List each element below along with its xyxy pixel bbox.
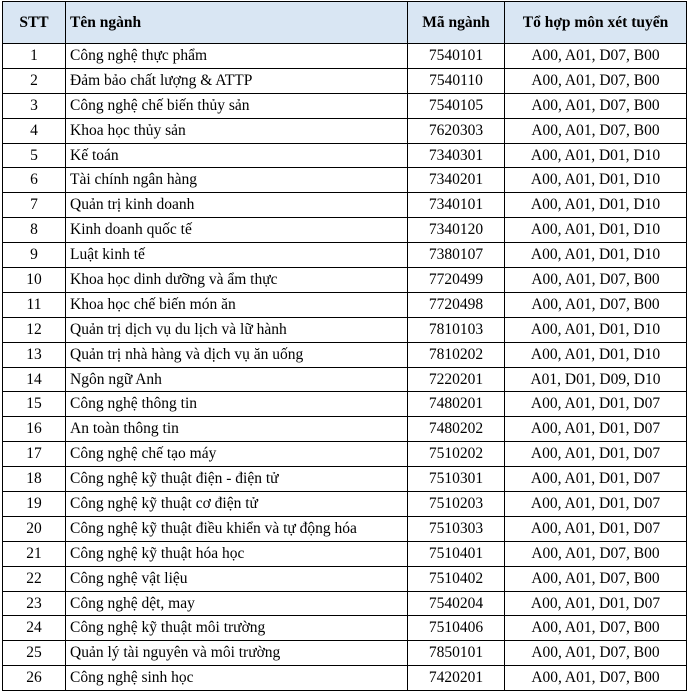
cell-major-name: Công nghệ chế tạo máy xyxy=(66,442,408,467)
cell-subject-combination: A00, A01, D01, D10 xyxy=(505,243,687,268)
cell-subject-combination: A00, A01, D01, D10 xyxy=(505,218,687,243)
cell-major-code: 7850101 xyxy=(408,641,505,666)
cell-stt: 24 xyxy=(3,616,66,641)
cell-major-code: 7510406 xyxy=(408,616,505,641)
cell-stt: 7 xyxy=(3,193,66,218)
cell-subject-combination: A00, A01, D07, B00 xyxy=(505,268,687,293)
cell-major-name: Đảm bảo chất lượng & ATTP xyxy=(66,68,408,93)
cell-stt: 20 xyxy=(3,516,66,541)
cell-major-name: Tài chính ngân hàng xyxy=(66,168,408,193)
table-row xyxy=(3,442,687,467)
table-row xyxy=(3,68,687,93)
cell-stt: 18 xyxy=(3,467,66,492)
cell-subject-combination: A00, A01, D01, D07 xyxy=(505,442,687,467)
cell-major-name: An toàn thông tin xyxy=(66,417,408,442)
cell-stt: 11 xyxy=(3,292,66,317)
cell-major-code: 7510303 xyxy=(408,516,505,541)
table-row xyxy=(3,317,687,342)
cell-stt: 12 xyxy=(3,317,66,342)
table-row xyxy=(3,591,687,616)
cell-subject-combination: A00, A01, D01, D10 xyxy=(505,342,687,367)
cell-subject-combination: A00, A01, D07, B00 xyxy=(505,44,687,69)
header-stt: STT xyxy=(3,2,66,44)
cell-subject-combination: A00, A01, D01, D07 xyxy=(505,467,687,492)
cell-stt: 10 xyxy=(3,268,66,293)
cell-major-name: Quản lý tài nguyên và môi trường xyxy=(66,641,408,666)
cell-major-code: 7480201 xyxy=(408,392,505,417)
table-body xyxy=(3,44,687,691)
cell-subject-combination: A00, A01, D01, D07 xyxy=(505,591,687,616)
cell-major-code: 7480202 xyxy=(408,417,505,442)
cell-stt: 3 xyxy=(3,93,66,118)
table-row xyxy=(3,268,687,293)
cell-major-code: 7510401 xyxy=(408,541,505,566)
cell-subject-combination: A00, A01, D07, B00 xyxy=(505,292,687,317)
cell-major-name: Công nghệ thông tin xyxy=(66,392,408,417)
cell-subject-combination: A00, A01, D01, D07 xyxy=(505,516,687,541)
cell-major-name: Khoa học chế biến món ăn xyxy=(66,292,408,317)
cell-major-code: 7540110 xyxy=(408,68,505,93)
cell-subject-combination: A00, A01, D01, D07 xyxy=(505,392,687,417)
table-row xyxy=(3,342,687,367)
cell-major-name: Kinh doanh quốc tế xyxy=(66,218,408,243)
cell-stt: 1 xyxy=(3,44,66,69)
cell-major-code: 7620303 xyxy=(408,118,505,143)
cell-major-name: Khoa học thủy sản xyxy=(66,118,408,143)
cell-major-name: Công nghệ sinh học xyxy=(66,666,408,691)
cell-major-name: Công nghệ kỹ thuật cơ điện tử xyxy=(66,492,408,517)
cell-major-name: Quản trị kinh doanh xyxy=(66,193,408,218)
cell-subject-combination: A00, A01, D07, B00 xyxy=(505,541,687,566)
cell-major-name: Công nghệ dệt, may xyxy=(66,591,408,616)
cell-stt: 13 xyxy=(3,342,66,367)
cell-major-code: 7720498 xyxy=(408,292,505,317)
cell-stt: 15 xyxy=(3,392,66,417)
cell-subject-combination: A00, A01, D07, B00 xyxy=(505,93,687,118)
cell-subject-combination: A00, A01, D01, D07 xyxy=(505,417,687,442)
cell-stt: 2 xyxy=(3,68,66,93)
cell-major-name: Luật kinh tế xyxy=(66,243,408,268)
table-row xyxy=(3,243,687,268)
cell-major-name: Công nghệ kỹ thuật hóa học xyxy=(66,541,408,566)
cell-major-code: 7720499 xyxy=(408,268,505,293)
cell-major-code: 7510202 xyxy=(408,442,505,467)
header-row xyxy=(3,2,687,44)
table-row xyxy=(3,93,687,118)
cell-major-code: 7540204 xyxy=(408,591,505,616)
cell-major-code: 7540105 xyxy=(408,93,505,118)
header-major-code: Mã ngành xyxy=(408,2,505,44)
cell-subject-combination: A00, A01, D01, D10 xyxy=(505,143,687,168)
table-row xyxy=(3,641,687,666)
table-row xyxy=(3,541,687,566)
cell-subject-combination: A00, A01, D07, B00 xyxy=(505,616,687,641)
table-row xyxy=(3,218,687,243)
cell-stt: 17 xyxy=(3,442,66,467)
cell-major-code: 7810103 xyxy=(408,317,505,342)
cell-major-name: Công nghệ thực phẩm xyxy=(66,44,408,69)
cell-major-code: 7340201 xyxy=(408,168,505,193)
table-row xyxy=(3,666,687,691)
table-row xyxy=(3,392,687,417)
cell-subject-combination: A00, A01, D01, D10 xyxy=(505,193,687,218)
cell-major-name: Công nghệ kỹ thuật môi trường xyxy=(66,616,408,641)
table-row xyxy=(3,367,687,392)
cell-stt: 5 xyxy=(3,143,66,168)
cell-subject-combination: A00, A01, D07, B00 xyxy=(505,68,687,93)
table-row xyxy=(3,417,687,442)
cell-major-code: 7510301 xyxy=(408,467,505,492)
table-header xyxy=(3,2,687,44)
cell-major-code: 7510203 xyxy=(408,492,505,517)
cell-stt: 19 xyxy=(3,492,66,517)
table-row xyxy=(3,292,687,317)
cell-subject-combination: A01, D01, D09, D10 xyxy=(505,367,687,392)
cell-major-name: Kế toán xyxy=(66,143,408,168)
cell-major-name: Công nghệ kỹ thuật điện - điện tử xyxy=(66,467,408,492)
cell-subject-combination: A00, A01, D01, D10 xyxy=(505,317,687,342)
cell-major-name: Công nghệ chế biến thủy sản xyxy=(66,93,408,118)
cell-major-code: 7510402 xyxy=(408,566,505,591)
cell-major-name: Quản trị dịch vụ du lịch và lữ hành xyxy=(66,317,408,342)
cell-stt: 22 xyxy=(3,566,66,591)
cell-stt: 9 xyxy=(3,243,66,268)
cell-stt: 23 xyxy=(3,591,66,616)
table-row xyxy=(3,168,687,193)
cell-major-code: 7420201 xyxy=(408,666,505,691)
cell-subject-combination: A00, A01, D07, B00 xyxy=(505,566,687,591)
cell-major-code: 7340301 xyxy=(408,143,505,168)
table-row xyxy=(3,44,687,69)
cell-major-code: 7340101 xyxy=(408,193,505,218)
cell-major-code: 7810202 xyxy=(408,342,505,367)
cell-stt: 8 xyxy=(3,218,66,243)
cell-stt: 4 xyxy=(3,118,66,143)
cell-subject-combination: A00, A01, D07, B00 xyxy=(505,641,687,666)
cell-major-name: Khoa học dinh dưỡng và ẩm thực xyxy=(66,268,408,293)
table-row xyxy=(3,193,687,218)
table-row xyxy=(3,118,687,143)
cell-subject-combination: A00, A01, D07, B00 xyxy=(505,666,687,691)
cell-stt: 16 xyxy=(3,417,66,442)
header-major-name: Tên ngành xyxy=(66,2,408,44)
cell-stt: 14 xyxy=(3,367,66,392)
cell-subject-combination: A00, A01, D01, D10 xyxy=(505,168,687,193)
cell-stt: 26 xyxy=(3,666,66,691)
table-row xyxy=(3,566,687,591)
cell-stt: 25 xyxy=(3,641,66,666)
cell-major-code: 7540101 xyxy=(408,44,505,69)
table-row xyxy=(3,516,687,541)
cell-stt: 21 xyxy=(3,541,66,566)
cell-subject-combination: A00, A01, D07, B00 xyxy=(505,118,687,143)
cell-major-name: Công nghệ kỹ thuật điều khiển và tự động hóa xyxy=(66,516,408,541)
table-row xyxy=(3,143,687,168)
cell-major-code: 7380107 xyxy=(408,243,505,268)
cell-major-name: Ngôn ngữ Anh xyxy=(66,367,408,392)
cell-stt: 6 xyxy=(3,168,66,193)
admissions-table xyxy=(2,1,687,691)
table-row xyxy=(3,467,687,492)
cell-major-code: 7340120 xyxy=(408,218,505,243)
header-subject-combination: Tổ hợp môn xét tuyển xyxy=(505,2,687,44)
table-row xyxy=(3,616,687,641)
table-row xyxy=(3,492,687,517)
cell-major-name: Quản trị nhà hàng và dịch vụ ăn uống xyxy=(66,342,408,367)
cell-major-name: Công nghệ vật liệu xyxy=(66,566,408,591)
cell-major-code: 7220201 xyxy=(408,367,505,392)
cell-subject-combination: A00, A01, D01, D07 xyxy=(505,492,687,517)
